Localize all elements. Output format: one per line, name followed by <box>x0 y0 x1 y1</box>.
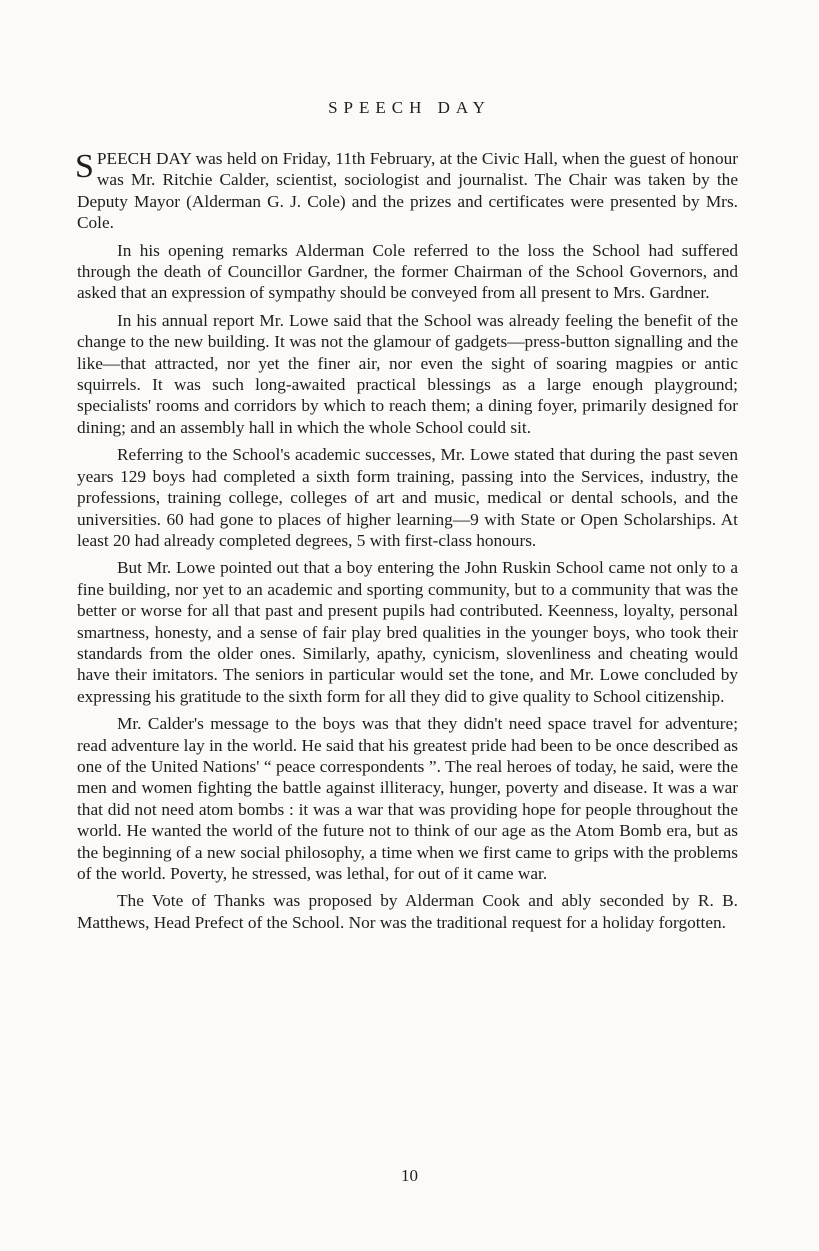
paragraph-1-text: PEECH DAY was held on Friday, 11th February, at the Civic Hall, when the guest of honour was Mr. Ritchie Calder, scientist, sociologist and journalist. The Chair was taken by the Deputy Mayor (Alderman G. J. Cole) and the prizes and certificates were presented by Mrs. Cole. <box>77 149 738 233</box>
paragraph-2: In his opening remarks Alderman Cole referred to the loss the School had suffered through the death of Councillor Gardner, the former Chairman of the School Governors, and asked that an expression of sympathy should be conveyed from all present to Mrs. Gardner. <box>77 240 738 303</box>
paragraph-6: Mr. Calder's message to the boys was that they didn't need space travel for adventure; read adventure lay in the world. He said that his greatest pride had been to be once described as one of the United Nations' “ peace correspondents ”. The real heroes of today, he said, were the men and women fighting the battle against illiteracy, hunger, poverty and disease. It was a war that did not need atom bombs : it was a war that was providing hope for people throughout the world. He wanted the world of the future not to think of our age as the Atom Bomb era, but as the beginning of a new social philosophy, a time when we first came to grips with the problems of the world. Poverty, he stressed, was lethal, for out of it came war. <box>77 714 738 883</box>
drop-cap: S <box>75 148 94 185</box>
article-body <box>77 148 738 939</box>
paragraph-1 <box>77 148 738 234</box>
paragraph-5: But Mr. Lowe pointed out that a boy entering the John Ruskin School came not only to a fine building, nor yet to an academic and sporting community, but to a community that was the better or worse for all that past and present pupils had contributed. Keenness, loyalty, personal smartness, honesty, and a sense of fair play bred qualities in the younger boys, who took their standards from the older ones. Similarly, apathy, cynicism, slovenliness and cheating would have their imitators. The seniors in particular would set the tone, and Mr. Lowe concluded by expressing his gratitude to the sixth form for all they did to give quality to School citizenship. <box>77 558 738 706</box>
page-number: 10 <box>401 1166 418 1185</box>
page-title: SPEECH DAY <box>328 98 491 117</box>
paragraph-3: In his annual report Mr. Lowe said that the School was already feeling the benefit of the change to the new building. It was not the glamour of gadgets—press-button signalling and the like—that attracted, nor yet the finer air, nor even the sight of soaring magpies or antic squirrels. It was such long-awaited practical blessings as a large enough playground; specialists' rooms and corridors by which to reach them; a dining foyer, primarily designed for dining; and an assembly hall in which the whole School could sit. <box>77 310 738 437</box>
paragraph-7: The Vote of Thanks was proposed by Alderman Cook and ably seconded by R. B. Matthews, Head Prefect of the School. Nor was the traditional request for a holiday forgotten. <box>77 891 738 932</box>
paragraph-4: Referring to the School's academic successes, Mr. Lowe stated that during the past seven years 129 boys had completed a sixth form training, passing into the Services, industry, the professions, training college, colleges of art and music, medical or dental schools, and the universities. 60 had gone to places of higher learning—9 with State or Open Scholarships. At least 20 had already completed degrees, 5 with first-class honours. <box>77 445 738 550</box>
